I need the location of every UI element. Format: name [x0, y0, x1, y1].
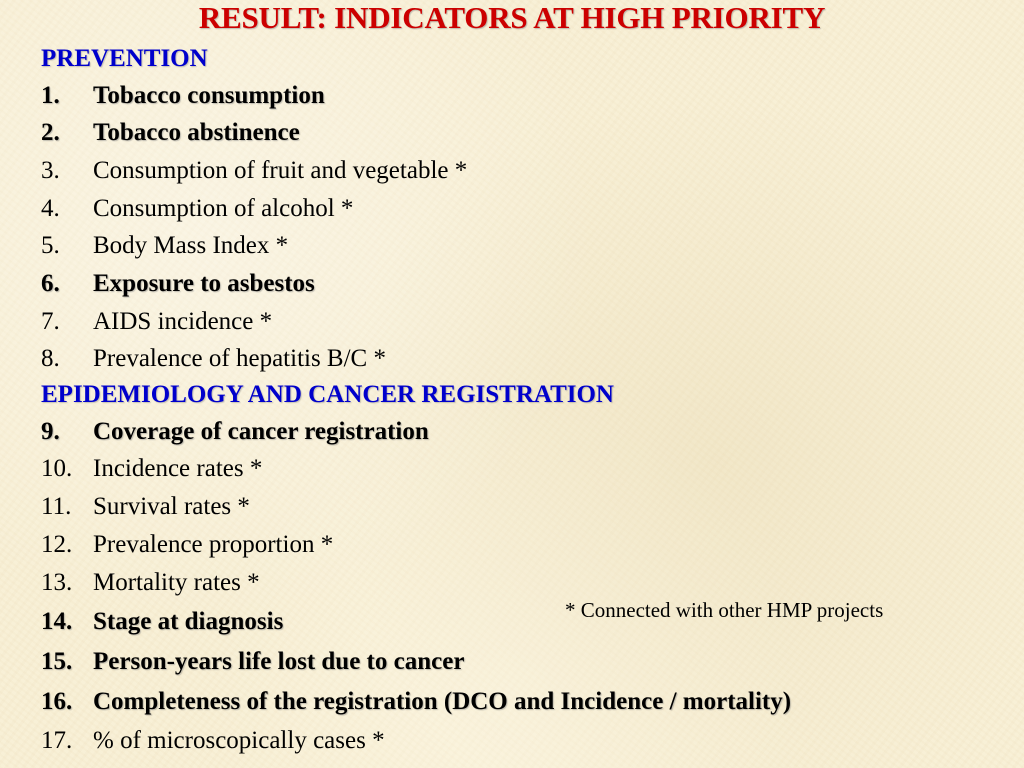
list-item: [41, 266, 315, 302]
item-number: 6.: [41, 270, 60, 297]
item-text: Completeness of the registration (DCO and Incidence / mortality): [93, 688, 792, 715]
item-text: Survival rates *: [93, 493, 250, 520]
list-item: [41, 527, 333, 563]
item-number: 8.: [41, 345, 60, 372]
item-number: 3.: [41, 157, 60, 184]
slide-title: RESULT: INDICATORS AT HIGH PRIORITY: [198, 0, 826, 35]
list-item: [41, 644, 464, 680]
item-number: 5.: [41, 232, 60, 259]
section-heading-prevention: PREVENTION: [41, 45, 208, 72]
item-text: Mortality rates *: [93, 569, 260, 596]
list-item: [41, 604, 283, 640]
list-item: [41, 489, 250, 525]
list-item: [41, 684, 791, 720]
list-item: [41, 153, 467, 189]
section-heading-epidemiology: EPIDEMIOLOGY AND CANCER REGISTRATION: [41, 381, 614, 408]
list-item: [41, 78, 325, 114]
item-text: Tobacco abstinence: [93, 119, 300, 146]
item-text: Person-years life lost due to cancer: [93, 648, 465, 675]
item-number: 15.: [41, 648, 73, 675]
list-item: [41, 115, 300, 151]
item-text: Tobacco consumption: [93, 82, 325, 109]
item-number: 13.: [41, 569, 73, 596]
item-text: Consumption of fruit and vegetable *: [93, 157, 468, 184]
item-number: 4.: [41, 195, 60, 222]
item-text: Coverage of cancer registration: [93, 418, 429, 445]
item-text: AIDS incidence *: [93, 308, 273, 335]
item-number: 16.: [41, 688, 73, 715]
item-text: Prevalence proportion *: [93, 531, 334, 558]
item-number: 11.: [41, 493, 72, 520]
item-number: 17.: [41, 727, 73, 754]
list-item: [41, 414, 429, 450]
item-number: 12.: [41, 531, 73, 558]
item-number: 7.: [41, 308, 60, 335]
item-text: Stage at diagnosis: [93, 608, 284, 635]
item-text: Prevalence of hepatitis B/C *: [93, 345, 386, 372]
list-item: [41, 723, 385, 759]
item-number: 10.: [41, 455, 73, 482]
list-item: [41, 565, 260, 601]
list-item: [41, 341, 386, 377]
list-item: [41, 304, 272, 340]
item-number: 14.: [41, 608, 73, 635]
footnote: * Connected with other HMP projects: [565, 598, 884, 622]
item-text: Incidence rates *: [93, 455, 263, 482]
list-item: [41, 228, 288, 264]
item-number: 9.: [41, 418, 60, 445]
item-text: Body Mass Index *: [93, 232, 289, 259]
item-number: 2.: [41, 119, 60, 146]
item-text: Consumption of alcohol *: [93, 195, 354, 222]
item-number: 1.: [41, 82, 60, 109]
item-text: % of microscopically cases *: [93, 727, 385, 754]
list-item: [41, 191, 353, 227]
item-text: Exposure to asbestos: [93, 270, 315, 297]
list-item: [41, 451, 262, 487]
